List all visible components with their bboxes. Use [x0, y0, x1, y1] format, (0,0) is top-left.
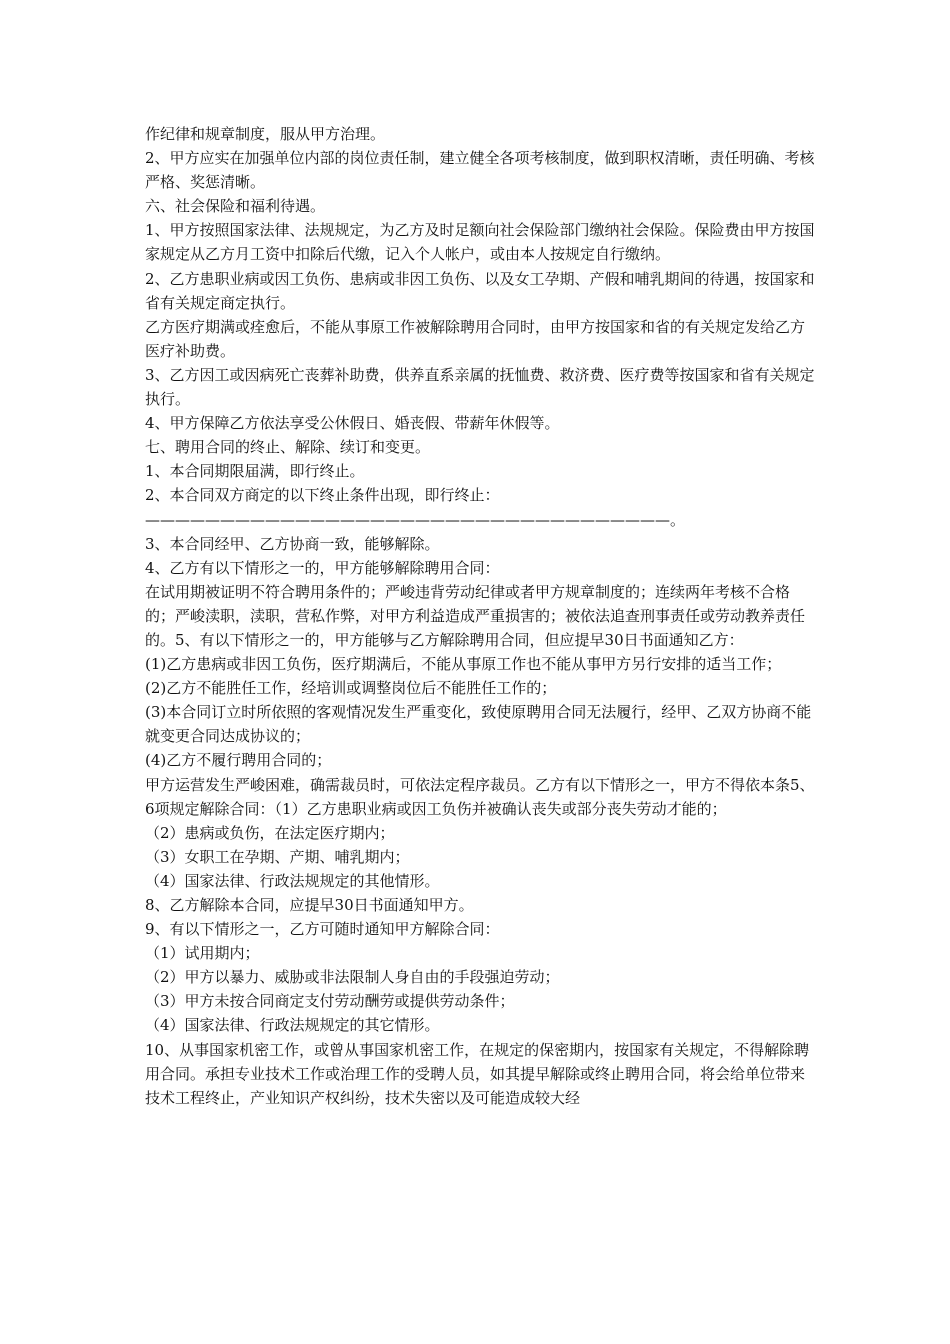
- paragraph: 甲方运营发生严峻困难，确需裁员时，可依法定程序裁员。乙方有以下情形之一，甲方不得依本条5、6项规定解除合同：（1）乙方患职业病或因工负伤并被确认丧失或部分丧失劳动才能的；: [145, 775, 815, 818]
- section-heading: 六、社会保险和福利待遇。: [145, 197, 326, 216]
- paragraph: 4、甲方保障乙方依法享受公休假日、婚丧假、带薪年休假等。: [145, 414, 560, 433]
- paragraph: 10、从事国家机密工作，或曾从事国家机密工作，在规定的保密期内，按国家有关规定，不得解除聘用合同。承担专业技术工作或治理工作的受聘人员，如其提早解除或终止聘用合同，将会给单位带来技术工程终止，产业知识产权纠纷，技术失密以及可能造成较大经: [145, 1040, 810, 1107]
- list-item: (3)本合同订立时所依照的客观情况发生严重变化，致使原聘用合同无法履行，经甲、乙双方协商不能就变更合同达成协议的；: [145, 703, 812, 746]
- paragraph: 2、乙方患职业病或因工负伤、患病或非因工负伤、以及女工孕期、产假和哺乳期间的待遇，按国家和省有关规定商定执行。: [145, 269, 815, 312]
- paragraph: 2、甲方应实在加强单位内部的岗位责任制，建立健全各项考核制度，做到职权清晰，责任明确、考核严格、奖惩清晰。: [145, 149, 815, 192]
- list-item: （2）甲方以暴力、威胁或非法限制人身自由的手段强迫劳动；: [145, 968, 560, 987]
- list-item: （2）患病或负伤，在法定医疗期内；: [145, 823, 395, 842]
- paragraph: 1、甲方按照国家法律、法规规定，为乙方及时足额向社会保险部门缴纳社会保险。保险费由甲方按国家规定从乙方月工资中扣除后代缴，记入个人帐户，或由本人按规定自行缴纳。: [145, 221, 815, 264]
- list-item: （3）女职工在孕期、产期、哺乳期内；: [145, 847, 410, 866]
- list-item: （1）试用期内；: [145, 944, 260, 963]
- paragraph: 作纪律和规章制度，服从甲方治理。: [145, 125, 386, 143]
- paragraph: 3、本合同经甲、乙方协商一致，能够解除。: [145, 534, 440, 553]
- paragraph: 3、乙方因工或因病死亡丧葬补助费，供养直系亲属的抚恤费、救济费、医疗费等按国家和省有关规定执行。: [145, 365, 815, 409]
- paragraph: 4、乙方有以下情形之一的，甲方能够解除聘用合同：: [145, 558, 500, 577]
- document-body: [145, 122, 815, 1110]
- paragraph: 9、有以下情形之一，乙方可随时通知甲方解除合同：: [145, 920, 500, 939]
- section-heading: 七、聘用合同的终止、解除、续订和变更。: [145, 438, 431, 457]
- list-item: （4）国家法律、行政法规规定的其他情形。: [145, 871, 440, 890]
- paragraph: 在试用期被证明不符合聘用条件的；严峻违背劳动纪律或者甲方规章制度的；连续两年考核不合格的；严峻渎职，渎职，营私作弊，对甲方利益造成严重损害的；被依法追查刑事责任或劳动教养责任的。5、有以下情形之一的，甲方能够与乙方解除聘用合同，但应提早30日书面通知乙方：: [145, 582, 806, 649]
- list-item: (1)乙方患病或非因工负伤，医疗期满后，不能从事原工作也不能从事甲方另行安排的适当工作；: [145, 655, 782, 674]
- list-item: （4）国家法律、行政法规规定的其它情形。: [145, 1016, 440, 1035]
- list-item: （3）甲方未按合同商定支付劳动酬劳或提供劳动条件；: [145, 992, 515, 1011]
- paragraph: 1、本合同期限届满，即行终止。: [145, 462, 365, 481]
- paragraph: 8、乙方解除本合同，应提早30日书面通知甲方。: [145, 896, 474, 914]
- list-item: (2)乙方不能胜任工作，经培训或调整岗位后不能胜任工作的；: [145, 679, 557, 698]
- list-item: (4)乙方不履行聘用合同的；: [145, 751, 332, 770]
- paragraph: 2、本合同双方商定的以下终止条件出现，即行终止：———————————————————————————————————。: [145, 486, 686, 529]
- paragraph: 乙方医疗期满或痊愈后，不能从事原工作被解除聘用合同时，由甲方按国家和省的有关规定发给乙方医疗补助费。: [145, 317, 806, 360]
